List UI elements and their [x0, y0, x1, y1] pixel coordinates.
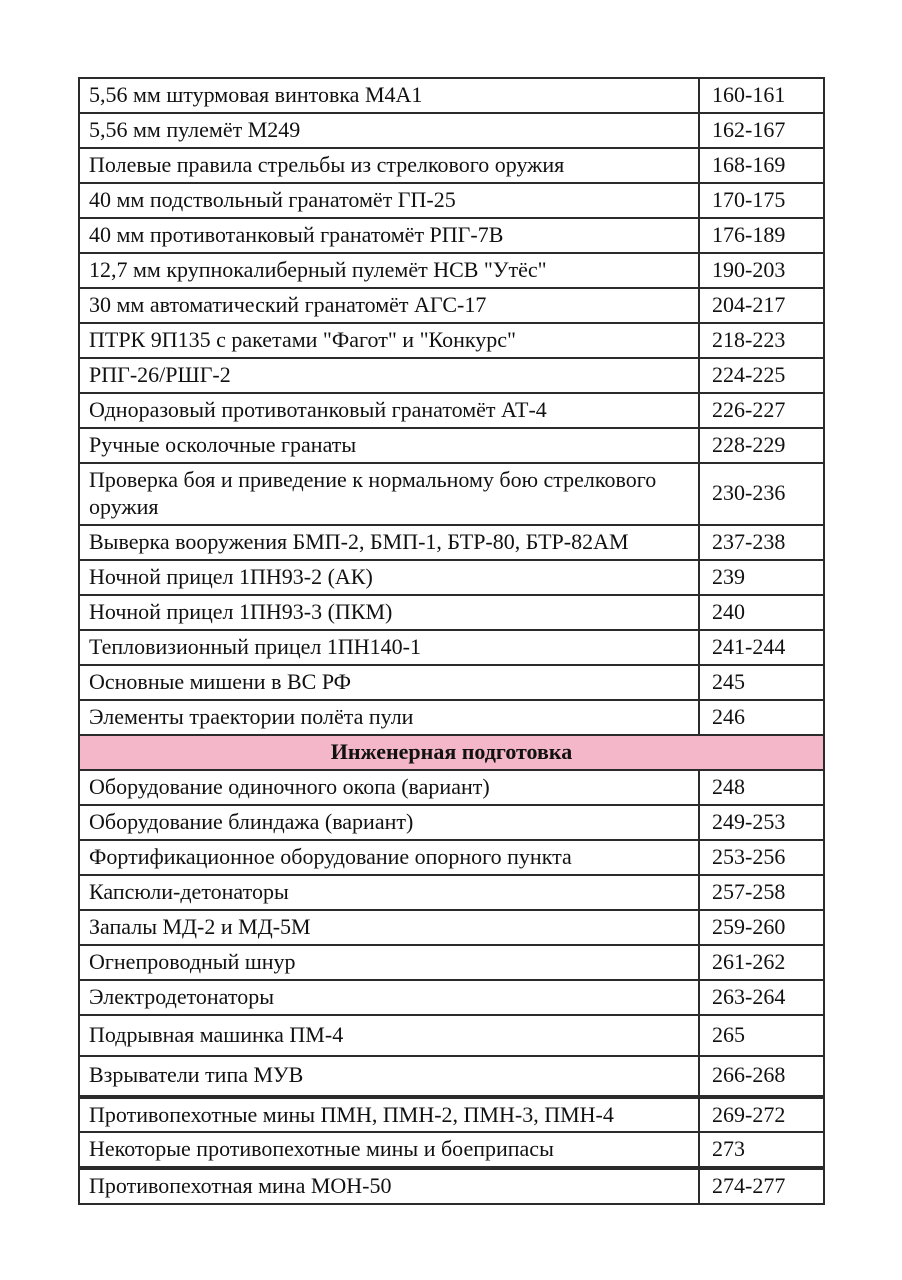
toc-row [79, 1132, 824, 1168]
toc-entry-pages: 240 [699, 595, 824, 630]
toc-entry-pages: 239 [699, 560, 824, 595]
toc-entry-title: Ручные осколочные гранаты [79, 428, 699, 463]
toc-row [79, 288, 824, 323]
toc-entry-pages: 224-225 [699, 358, 824, 393]
toc-entry-pages: 265 [699, 1015, 824, 1056]
toc-entry-title: Основные мишени в ВС РФ [79, 665, 699, 700]
toc-row [79, 1015, 824, 1056]
toc-row [79, 113, 824, 148]
toc-entry-title: 12,7 мм крупнокалиберный пулемёт НСВ "Утёс" [79, 253, 699, 288]
section-header-row [79, 735, 824, 770]
toc-entry-pages: 253-256 [699, 840, 824, 875]
toc-entry-pages: 162-167 [699, 113, 824, 148]
toc-entry-title: РПГ-26/РШГ-2 [79, 358, 699, 393]
toc-entry-title: Оборудование одиночного окопа (вариант) [79, 770, 699, 805]
toc-entry-title: Фортификационное оборудование опорного пункта [79, 840, 699, 875]
toc-entry-title: Капсюли-детонаторы [79, 875, 699, 910]
toc-entry-title: Оборудование блиндажа (вариант) [79, 805, 699, 840]
toc-entry-pages: 266-268 [699, 1056, 824, 1097]
toc-row [79, 1056, 824, 1097]
toc-entry-title: Запалы МД-2 и МД-5М [79, 910, 699, 945]
toc-row [79, 218, 824, 253]
toc-row [79, 253, 824, 288]
toc-row [79, 770, 824, 805]
toc-entry-title: Проверка боя и приведение к нормальному бою стрелкового оружия [79, 463, 699, 525]
toc-entry-title: Некоторые противопехотные мины и боеприпасы [79, 1132, 699, 1168]
toc-row [79, 1097, 824, 1133]
toc-entry-title: 40 мм подствольный гранатомёт ГП-25 [79, 183, 699, 218]
toc-entry-title: Противопехотные мины ПМН, ПМН-2, ПМН-3, ПМН-4 [79, 1097, 699, 1133]
toc-entry-title: Ночной прицел 1ПН93-3 (ПКМ) [79, 595, 699, 630]
toc-row [79, 428, 824, 463]
toc-row [79, 393, 824, 428]
toc-entry-pages: 176-189 [699, 218, 824, 253]
toc-table [78, 77, 825, 1205]
toc-entry-pages: 249-253 [699, 805, 824, 840]
toc-row [79, 840, 824, 875]
toc-entry-title: 5,56 мм штурмовая винтовка M4A1 [79, 78, 699, 113]
toc-entry-pages: 248 [699, 770, 824, 805]
toc-row [79, 463, 824, 525]
toc-entry-pages: 257-258 [699, 875, 824, 910]
toc-entry-title: Взрыватели типа МУВ [79, 1056, 699, 1097]
toc-entry-title: 5,56 мм пулемёт M249 [79, 113, 699, 148]
toc-row [79, 183, 824, 218]
toc-entry-title: Противопехотная мина МОН-50 [79, 1168, 699, 1204]
toc-row [79, 323, 824, 358]
toc-entry-pages: 245 [699, 665, 824, 700]
toc-entry-title: ПТРК 9П135 с ракетами "Фагот" и "Конкурс" [79, 323, 699, 358]
toc-entry-pages: 228-229 [699, 428, 824, 463]
toc-row [79, 358, 824, 393]
toc-row [79, 78, 824, 113]
toc-row [79, 525, 824, 560]
toc-row [79, 910, 824, 945]
toc-row [79, 1168, 824, 1204]
toc-entry-pages: 274-277 [699, 1168, 824, 1204]
toc-entry-pages: 230-236 [699, 463, 824, 525]
toc-entry-title: Электродетонаторы [79, 980, 699, 1015]
toc-entry-pages: 261-262 [699, 945, 824, 980]
toc-entry-title: 30 мм автоматический гранатомёт АГС-17 [79, 288, 699, 323]
section-header-label: Инженерная подготовка [79, 735, 824, 770]
toc-row [79, 630, 824, 665]
toc-entry-title: Тепловизионный прицел 1ПН140-1 [79, 630, 699, 665]
toc-entry-pages: 204-217 [699, 288, 824, 323]
toc-entry-pages: 168-169 [699, 148, 824, 183]
toc-entry-pages: 273 [699, 1132, 824, 1168]
toc-table-body [79, 78, 824, 1204]
toc-entry-title: Полевые правила стрельбы из стрелкового оружия [79, 148, 699, 183]
toc-entry-pages: 246 [699, 700, 824, 735]
toc-row [79, 665, 824, 700]
toc-row [79, 148, 824, 183]
toc-entry-title: Ночной прицел 1ПН93-2 (АК) [79, 560, 699, 595]
toc-entry-pages: 259-260 [699, 910, 824, 945]
toc-entry-pages: 170-175 [699, 183, 824, 218]
toc-entry-title: 40 мм противотанковый гранатомёт РПГ-7В [79, 218, 699, 253]
toc-row [79, 980, 824, 1015]
toc-entry-pages: 190-203 [699, 253, 824, 288]
toc-entry-pages: 241-244 [699, 630, 824, 665]
toc-entry-pages: 218-223 [699, 323, 824, 358]
toc-entry-title: Огнепроводный шнур [79, 945, 699, 980]
toc-row [79, 700, 824, 735]
toc-entry-title: Элементы траектории полёта пули [79, 700, 699, 735]
toc-row [79, 875, 824, 910]
toc-entry-pages: 263-264 [699, 980, 824, 1015]
toc-row [79, 805, 824, 840]
toc-row [79, 595, 824, 630]
toc-entry-title: Подрывная машинка ПМ-4 [79, 1015, 699, 1056]
toc-entry-title: Одноразовый противотанковый гранатомёт АТ-4 [79, 393, 699, 428]
toc-row [79, 560, 824, 595]
toc-entry-title: Выверка вооружения БМП-2, БМП-1, БТР-80, БТР-82АМ [79, 525, 699, 560]
toc-entry-pages: 160-161 [699, 78, 824, 113]
toc-entry-pages: 226-227 [699, 393, 824, 428]
toc-entry-pages: 237-238 [699, 525, 824, 560]
toc-entry-pages: 269-272 [699, 1097, 824, 1133]
toc-row [79, 945, 824, 980]
